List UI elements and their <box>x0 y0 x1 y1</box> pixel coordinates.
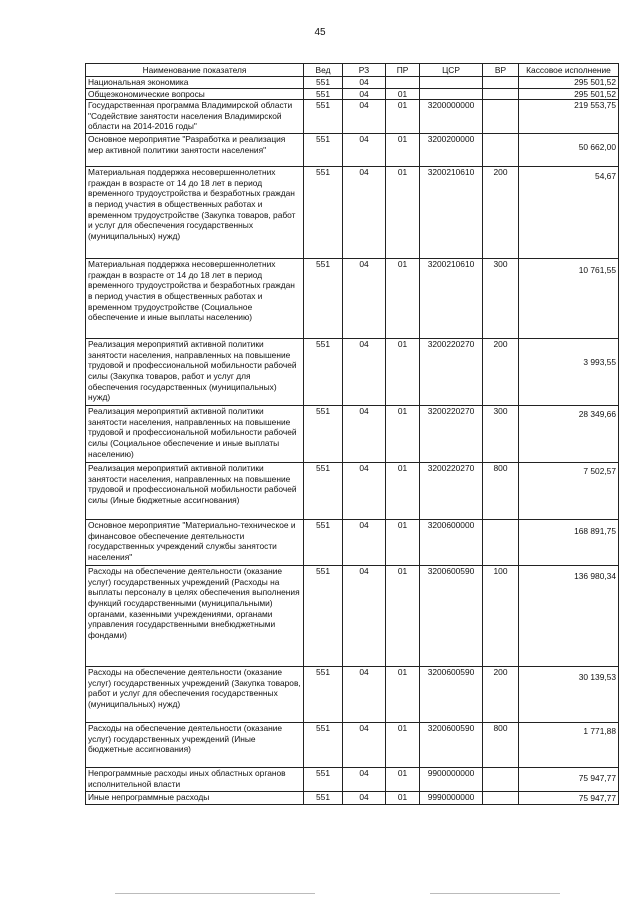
row-vr: 100 <box>483 566 519 667</box>
row-rz: 04 <box>343 463 386 520</box>
table-row <box>86 88 619 100</box>
row-vr <box>483 77 519 89</box>
row-vr <box>483 134 519 167</box>
row-amount: 50 662,00 <box>519 134 619 167</box>
row-rz: 04 <box>343 134 386 167</box>
row-name: Материальная поддержка несовершеннолетних граждан в возрасте от 14 до 18 лет в период временного трудоустройства и безработных граждан в период участия в общественных работах и временном трудоустройстве (Социальное обеспечение и иные выплаты населению) <box>86 259 304 339</box>
row-csr: 3200210610 <box>420 167 483 259</box>
row-vr: 800 <box>483 723 519 768</box>
row-rz: 04 <box>343 77 386 89</box>
row-vr <box>483 768 519 792</box>
row-vr: 300 <box>483 406 519 463</box>
row-vr: 200 <box>483 339 519 406</box>
row-ved: 551 <box>304 134 343 167</box>
header-csr: ЦСР <box>420 64 483 77</box>
row-csr: 3200600590 <box>420 566 483 667</box>
row-pr: 01 <box>386 259 420 339</box>
table-row <box>86 667 619 723</box>
row-amount: 168 891,75 <box>519 520 619 566</box>
row-name: Расходы на обеспечение деятельности (оказание услуг) государственных учреждений (Иные бюджетные ассигнования) <box>86 723 304 768</box>
row-rz: 04 <box>343 792 386 805</box>
row-ved: 551 <box>304 667 343 723</box>
row-ved: 551 <box>304 259 343 339</box>
page-number: 45 <box>314 27 326 38</box>
row-name: Иные непрограммные расходы <box>86 792 304 805</box>
row-rz: 04 <box>343 88 386 100</box>
row-csr: 3200200000 <box>420 134 483 167</box>
table-row <box>86 566 619 667</box>
row-pr: 01 <box>386 792 420 805</box>
row-rz: 04 <box>343 259 386 339</box>
table-row <box>86 406 619 463</box>
table-row <box>86 723 619 768</box>
table-row <box>86 100 619 134</box>
scan-artifact-line <box>430 893 560 894</box>
row-name: Государственная программа Владимирской области "Содействие занятости населения Владимирской области на 2014-2016 годы" <box>86 100 304 134</box>
row-ved: 551 <box>304 167 343 259</box>
row-pr: 01 <box>386 667 420 723</box>
row-ved: 551 <box>304 792 343 805</box>
row-pr: 01 <box>386 463 420 520</box>
row-csr: 3200000000 <box>420 100 483 134</box>
row-vr <box>483 792 519 805</box>
row-name: Непрограммные расходы иных областных органов исполнительной власти <box>86 768 304 792</box>
row-ved: 551 <box>304 566 343 667</box>
row-name: Реализация мероприятий активной политики занятости населения, направленных на повышение трудовой и профессиональной мобильности рабочей силы (Иные бюджетные ассигнования) <box>86 463 304 520</box>
row-amount: 30 139,53 <box>519 667 619 723</box>
row-name: Материальная поддержка несовершеннолетних граждан в возрасте от 14 до 18 лет в период временного трудоустройства и безработных граждан в период участия в общественных работах и временном трудоустройстве (Закупка товаров, работ и услуг для обеспечения государственных (муниципальных) нужд) <box>86 167 304 259</box>
row-pr: 01 <box>386 339 420 406</box>
row-name: Общеэкономические вопросы <box>86 88 304 100</box>
row-pr: 01 <box>386 723 420 768</box>
table-row <box>86 77 619 89</box>
row-vr <box>483 100 519 134</box>
row-amount: 10 761,55 <box>519 259 619 339</box>
table-header-row <box>86 64 619 77</box>
row-name: Расходы на обеспечение деятельности (оказание услуг) государственных учреждений (Расходы на выплаты персоналу в целях обеспечения выполнения функций государственными (муниципальными) органами, казенными учреждениями, органами управления государственными внебюджетными фондами) <box>86 566 304 667</box>
table-row <box>86 134 619 167</box>
row-csr: 3200220270 <box>420 339 483 406</box>
table-row <box>86 768 619 792</box>
row-vr: 200 <box>483 667 519 723</box>
row-rz: 04 <box>343 566 386 667</box>
row-amount: 1 771,88 <box>519 723 619 768</box>
row-ved: 551 <box>304 463 343 520</box>
row-ved: 551 <box>304 100 343 134</box>
row-pr: 01 <box>386 520 420 566</box>
row-csr: 3200220270 <box>420 463 483 520</box>
row-pr: 01 <box>386 88 420 100</box>
row-name: Реализация мероприятий активной политики занятости населения, направленных на повышение трудовой и профессиональной мобильности рабочей силы (Социальное обеспечение и иные выплаты населению) <box>86 406 304 463</box>
row-name: Основное мероприятие "Материально-техническое и финансовое обеспечение деятельности государственных учреждений службы занятости населения" <box>86 520 304 566</box>
row-rz: 04 <box>343 667 386 723</box>
row-vr: 200 <box>483 167 519 259</box>
row-ved: 551 <box>304 88 343 100</box>
row-rz: 04 <box>343 723 386 768</box>
row-csr <box>420 88 483 100</box>
row-ved: 551 <box>304 520 343 566</box>
header-indicator-name: Наименование показателя <box>86 64 304 77</box>
row-csr: 3200600590 <box>420 723 483 768</box>
budget-execution-table <box>85 63 619 805</box>
row-csr: 3200600000 <box>420 520 483 566</box>
row-name: Основное мероприятие "Разработка и реализация мер активной политики занятости населения" <box>86 134 304 167</box>
row-csr: 3200220270 <box>420 406 483 463</box>
header-ved: Вед <box>304 64 343 77</box>
row-amount: 295 501,52 <box>519 77 619 89</box>
table-row <box>86 259 619 339</box>
row-name: Реализация мероприятий активной политики занятости населения, направленных на повышение трудовой и профессиональной мобильности рабочей силы (Закупка товаров, работ и услуг для обеспечения государственных (муниципальных) нужд) <box>86 339 304 406</box>
row-rz: 04 <box>343 520 386 566</box>
row-vr <box>483 88 519 100</box>
row-ved: 551 <box>304 723 343 768</box>
row-amount: 28 349,66 <box>519 406 619 463</box>
row-name: Расходы на обеспечение деятельности (оказание услуг) государственных учреждений (Закупка товаров, работ и услуг для обеспечения государственных (муниципальных) нужд) <box>86 667 304 723</box>
row-ved: 551 <box>304 77 343 89</box>
row-csr: 3200210610 <box>420 259 483 339</box>
row-rz: 04 <box>343 100 386 134</box>
row-rz: 04 <box>343 768 386 792</box>
row-pr: 01 <box>386 134 420 167</box>
row-csr: 9990000000 <box>420 792 483 805</box>
header-pr: ПР <box>386 64 420 77</box>
row-amount: 75 947,77 <box>519 768 619 792</box>
row-ved: 551 <box>304 768 343 792</box>
row-rz: 04 <box>343 406 386 463</box>
row-csr <box>420 77 483 89</box>
row-amount: 3 993,55 <box>519 339 619 406</box>
row-rz: 04 <box>343 339 386 406</box>
row-pr: 01 <box>386 406 420 463</box>
row-amount: 7 502,57 <box>519 463 619 520</box>
row-pr <box>386 77 420 89</box>
row-amount: 75 947,77 <box>519 792 619 805</box>
table-row <box>86 463 619 520</box>
row-pr: 01 <box>386 167 420 259</box>
row-csr: 3200600590 <box>420 667 483 723</box>
row-name: Национальная экономика <box>86 77 304 89</box>
table-row <box>86 520 619 566</box>
header-vr: ВР <box>483 64 519 77</box>
row-amount: 54,67 <box>519 167 619 259</box>
row-ved: 551 <box>304 406 343 463</box>
scan-artifact-line <box>115 893 315 894</box>
row-amount: 136 980,34 <box>519 566 619 667</box>
row-amount: 219 553,75 <box>519 100 619 134</box>
row-ved: 551 <box>304 339 343 406</box>
row-vr <box>483 520 519 566</box>
row-pr: 01 <box>386 100 420 134</box>
table-row <box>86 339 619 406</box>
row-rz: 04 <box>343 167 386 259</box>
row-csr: 9900000000 <box>420 768 483 792</box>
header-rz: РЗ <box>343 64 386 77</box>
row-vr: 300 <box>483 259 519 339</box>
row-amount: 295 501,52 <box>519 88 619 100</box>
row-pr: 01 <box>386 566 420 667</box>
table-row <box>86 792 619 805</box>
table-row <box>86 167 619 259</box>
row-pr: 01 <box>386 768 420 792</box>
row-vr: 800 <box>483 463 519 520</box>
header-cash-execution: Кассовое исполнение <box>519 64 619 77</box>
